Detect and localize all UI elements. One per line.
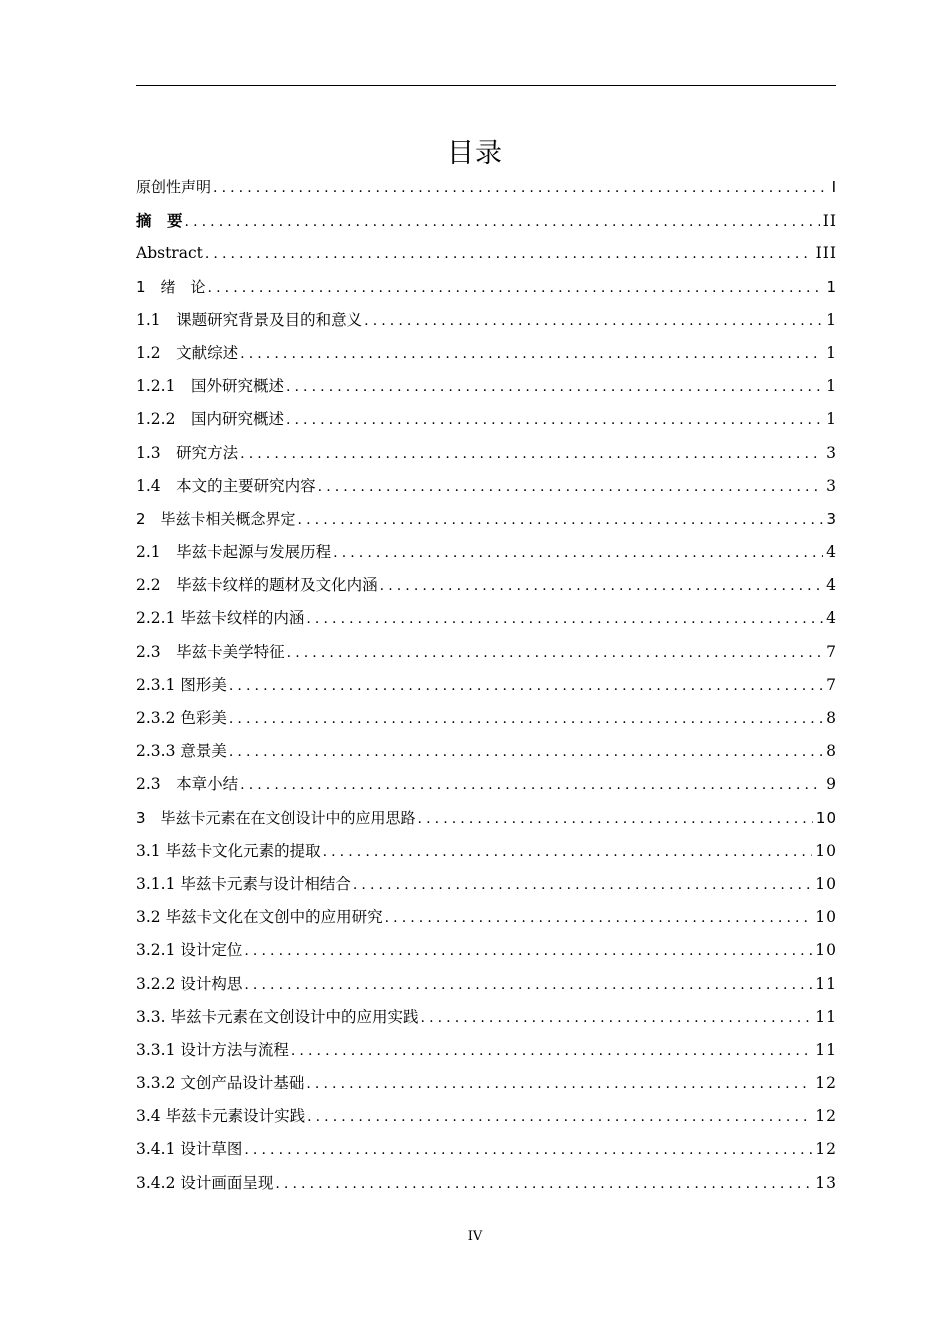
toc-entry[interactable] [136, 403, 837, 436]
toc-entry-page: 11 [815, 1007, 837, 1026]
toc-entry-page: 4 [826, 543, 837, 562]
toc-entry[interactable] [136, 602, 837, 635]
toc-entry-label: 3.1 毕兹卡文化元素的提取 [136, 841, 321, 860]
toc-entry-label: 2.3 本章小结 [136, 775, 239, 794]
toc-entry[interactable] [136, 1167, 837, 1200]
dot-leader [298, 504, 824, 536]
dot-leader [275, 1168, 812, 1200]
toc-entry-page: 10 [815, 808, 837, 827]
toc-entry-page: I [831, 178, 837, 196]
dot-leader [323, 836, 813, 868]
toc-entry[interactable] [136, 470, 837, 503]
toc-entry-page: 3 [826, 509, 837, 528]
toc-entry-page: 11 [815, 974, 837, 993]
dot-leader [286, 371, 823, 403]
toc-entry-page: III [815, 244, 837, 263]
dot-leader [185, 206, 820, 237]
toc-entry-page: II [822, 212, 837, 231]
toc-entry[interactable] [136, 802, 837, 835]
dot-leader [229, 670, 823, 702]
dot-leader [229, 736, 823, 768]
toc-entry-label: 2.3.3 意景美 [136, 742, 227, 761]
toc-entry-page: 10 [815, 874, 837, 893]
toc-entry-page: 1 [826, 310, 837, 329]
toc-entry-label: 1.2.1 国外研究概述 [136, 377, 284, 396]
toc-entry-label: 3.3.1 设计方法与流程 [136, 1040, 289, 1059]
dot-leader [307, 1101, 812, 1133]
toc-entry[interactable] [136, 702, 837, 735]
toc-entry[interactable] [136, 1034, 837, 1067]
toc-entry[interactable] [136, 636, 837, 669]
toc-entry[interactable] [136, 968, 837, 1001]
dot-leader [244, 935, 812, 967]
toc-entry-page: 1 [826, 377, 837, 396]
toc-entry-page: 3 [826, 476, 837, 495]
toc-entry-label: 1.2 文献综述 [136, 343, 239, 362]
dot-leader [291, 1035, 812, 1067]
toc-entry[interactable] [136, 735, 837, 768]
toc-entry[interactable] [136, 934, 837, 967]
toc-entry[interactable] [136, 204, 837, 237]
toc-entry[interactable] [136, 669, 837, 702]
toc-entry[interactable] [136, 1133, 837, 1166]
toc-entry-page: 4 [826, 609, 837, 628]
toc-entry[interactable] [136, 868, 837, 901]
dot-leader [213, 172, 829, 204]
dot-leader [353, 869, 812, 901]
toc-entry-label: 3 毕兹卡元素在在文创设计中的应用思路 [136, 808, 416, 827]
toc-entry-label: 1.1 课题研究背景及目的和意义 [136, 310, 363, 329]
toc-entry-label: 2.2.1 毕兹卡纹样的内涵 [136, 609, 305, 628]
table-of-contents [136, 171, 837, 1200]
toc-entry-page: 12 [815, 1107, 837, 1126]
toc-entry-page: 7 [826, 642, 837, 661]
toc-entry[interactable] [136, 536, 837, 569]
toc-entry-label: 3.2.2 设计构思 [136, 974, 243, 993]
toc-entry-label: 2.1 毕兹卡起源与发展历程 [136, 543, 332, 562]
toc-entry-page: 9 [826, 775, 837, 794]
toc-entry[interactable] [136, 835, 837, 868]
toc-entry[interactable] [136, 901, 837, 934]
page-number: IV [467, 1229, 483, 1244]
toc-entry-label: 3.2 毕兹卡文化在文创中的应用研究 [136, 908, 383, 927]
toc-entry-page: 7 [826, 675, 837, 694]
toc-entry[interactable] [136, 503, 837, 536]
toc-entry[interactable] [136, 337, 837, 370]
dot-leader [240, 769, 823, 801]
toc-entry[interactable] [136, 569, 837, 602]
dot-leader [286, 404, 823, 436]
dot-leader [333, 537, 823, 569]
dot-leader [380, 570, 823, 602]
toc-entry[interactable] [136, 171, 837, 204]
toc-entry-label: 3.4.1 设计草图 [136, 1140, 243, 1159]
toc-entry-page: 11 [815, 1040, 837, 1059]
dot-leader [240, 438, 823, 470]
toc-entry[interactable] [136, 1001, 837, 1034]
toc-entry-label: 2.3.2 色彩美 [136, 709, 227, 727]
toc-entry-page: 1 [826, 410, 837, 429]
dot-leader [208, 272, 824, 304]
toc-entry-label: 3.4 毕兹卡元素设计实践 [136, 1107, 306, 1126]
toc-entry-page: 8 [826, 742, 837, 761]
toc-entry[interactable] [136, 304, 837, 337]
toc-entry-page: 3 [826, 443, 837, 462]
toc-entry-label: 原创性声明 [136, 178, 212, 196]
dot-leader [364, 305, 823, 337]
toc-entry[interactable] [136, 768, 837, 801]
toc-entry-page: 10 [815, 941, 837, 960]
toc-entry-page: 10 [815, 841, 837, 860]
toc-entry-page: 1 [826, 343, 837, 362]
dot-leader [385, 902, 813, 934]
dot-leader [240, 338, 823, 370]
toc-entry-label: 1.4 本文的主要研究内容 [136, 476, 316, 495]
toc-entry-label: 3.1.1 毕兹卡元素与设计相结合 [136, 874, 351, 893]
toc-entry[interactable] [136, 437, 837, 470]
toc-entry-page: 12 [815, 1074, 837, 1093]
toc-entry-label: 1.2.2 国内研究概述 [136, 410, 284, 429]
toc-entry-page: 12 [815, 1140, 837, 1159]
toc-entry-label: 1 绪 论 [136, 277, 206, 296]
toc-entry-label: 3.3.2 文创产品设计基础 [136, 1074, 305, 1093]
dot-leader [418, 803, 813, 835]
toc-entry[interactable] [136, 237, 837, 270]
toc-entry-label: 2.3.1 图形美 [136, 675, 227, 694]
toc-entry-label: Abstract [136, 244, 203, 263]
toc-entry-page: 1 [826, 277, 837, 296]
toc-entry-label: 3.4.2 设计画面呈现 [136, 1173, 274, 1192]
toc-entry-label: 3.2.1 设计定位 [136, 941, 243, 960]
dot-leader [306, 1068, 812, 1100]
toc-entry-page: 13 [815, 1173, 837, 1192]
toc-entry[interactable] [136, 370, 837, 403]
dot-leader [287, 637, 823, 669]
toc-entry-page: 8 [826, 709, 837, 727]
toc-entry-label: 1.3 研究方法 [136, 443, 239, 462]
dot-leader [244, 1134, 812, 1166]
dot-leader [244, 969, 812, 1001]
toc-entry-page: 10 [815, 908, 837, 927]
dot-leader [306, 603, 823, 635]
dot-leader [229, 703, 823, 735]
toc-entry-label: 摘 要 [136, 211, 183, 231]
dot-leader [205, 238, 813, 270]
toc-entry-page: 4 [826, 576, 837, 595]
toc-entry[interactable] [136, 271, 837, 304]
toc-entry-label: 2.3 毕兹卡美学特征 [136, 642, 285, 661]
toc-entry-label: 3.3. 毕兹卡元素在文创设计中的应用实践 [136, 1007, 419, 1026]
toc-entry-label: 2 毕兹卡相关概念界定 [136, 509, 296, 528]
dot-leader [421, 1002, 813, 1034]
toc-entry-label: 2.2 毕兹卡纹样的题材及文化内涵 [136, 576, 378, 595]
header-rule [136, 85, 836, 86]
toc-title: 目录 [447, 138, 503, 169]
toc-entry[interactable] [136, 1067, 837, 1100]
toc-entry[interactable] [136, 1100, 837, 1133]
dot-leader [318, 471, 823, 503]
